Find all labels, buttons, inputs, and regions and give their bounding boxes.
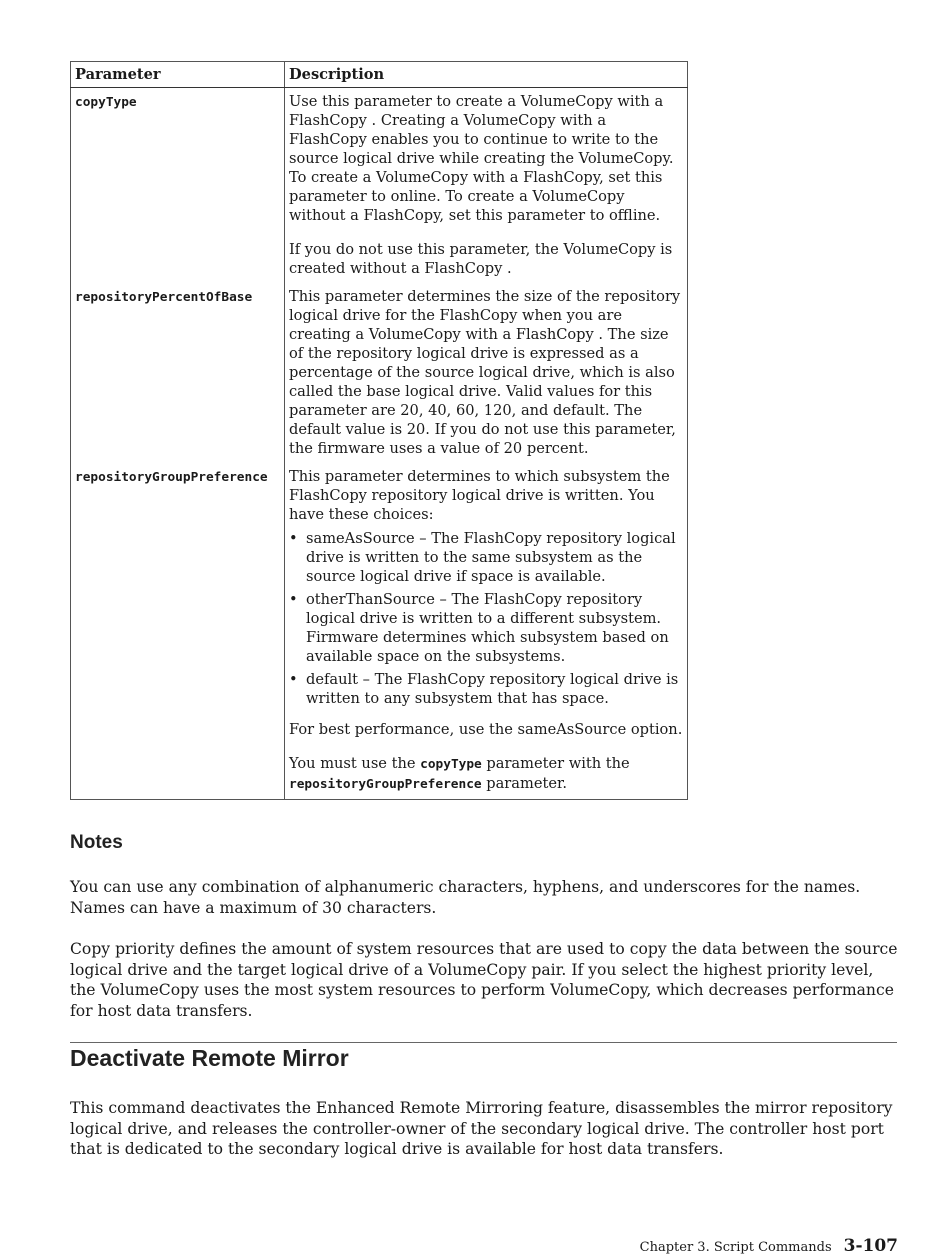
parameter-description xyxy=(285,463,688,800)
description-paragraph: This parameter determines to which subsystem the FlashCopy repository logical drive is written. You have these choices: xyxy=(289,468,670,523)
description-paragraph: Use this parameter to create a VolumeCopy with a FlashCopy . Creating a VolumeCopy with a FlashCopy enables you to continue to write to the source logical drive while creating the VolumeCopy. To create a VolumeCopy with a FlashCopy, set this parameter to online. To create a VolumeCopy without a FlashCopy, set this parameter to offline. xyxy=(289,93,674,224)
note-text: parameter. xyxy=(486,775,567,792)
parameter-column-header: Parameter xyxy=(71,62,285,88)
description-paragraph: This parameter determines the size of the repository logical drive for the FlashCopy when you are creating a VolumeCopy with a FlashCopy . The size of the repository logical drive is expressed as a percentage of the source logical drive, which is also called the base logical drive. Valid values for this parameter are 20, 40, 60, 120, and default. The default value is 20. If you do not use this parameter, the firmware uses a value of 20 percent. xyxy=(289,288,681,457)
parameter-description xyxy=(285,88,688,284)
list-item xyxy=(289,529,683,586)
list-item xyxy=(289,670,683,708)
note-text: You must use the xyxy=(289,755,416,772)
code-repository-group-preference: repositoryGroupPreference xyxy=(289,777,482,792)
section-paragraph: This command deactivates the Enhanced Remote Mirroring feature, disassembles the mirror repository logical drive, and releases the controller-owner of the secondary logical drive. The controller host port that is dedicated to the secondary logical drive is available for host data transfers. xyxy=(70,1099,893,1158)
parameter-name: copyType xyxy=(75,95,137,110)
parameter-name: repositoryGroupPreference xyxy=(75,470,268,485)
table-row xyxy=(71,283,688,463)
table-header-row xyxy=(71,62,688,88)
table-row xyxy=(71,463,688,800)
description-paragraph: If you do not use this parameter, the VolumeCopy is created without a FlashCopy . xyxy=(289,241,673,277)
parameter-description xyxy=(285,283,688,463)
bullet: • xyxy=(289,530,298,547)
code-copytype: copyType xyxy=(420,757,482,772)
table-row xyxy=(71,88,688,284)
notes-heading: Notes xyxy=(70,832,123,853)
bullet: • xyxy=(289,671,298,688)
must-use-note xyxy=(289,754,683,794)
section-divider xyxy=(70,1042,897,1043)
note-text: parameter with the xyxy=(486,755,630,772)
page-footer xyxy=(640,1236,898,1256)
chapter-title: Chapter 3. Script Commands xyxy=(639,1240,832,1255)
page-number: 3-107 xyxy=(843,1236,898,1256)
choice-text: otherThanSource – The FlashCopy repository logical drive is written to a different subsystem. Firmware determines which subsystem based on available space on the subsystems. xyxy=(306,591,669,665)
parameter-table xyxy=(70,61,688,800)
description-column-header: Description xyxy=(285,62,688,88)
list-item xyxy=(289,590,683,666)
notes-paragraph: Copy priority defines the amount of system resources that are used to copy the data between the source logical drive and the target logical drive of a VolumeCopy pair. If you select the highest priority level, the VolumeCopy uses the most system resources to perform VolumeCopy, which decreases performance for host data transfers. xyxy=(70,940,898,1020)
parameter-name: repositoryPercentOfBase xyxy=(75,290,253,305)
section-heading: Deactivate Remote Mirror xyxy=(70,1045,349,1071)
performance-note: For best performance, use the sameAsSource option. xyxy=(289,721,683,738)
choice-text: sameAsSource – The FlashCopy repository logical drive is written to the same subsystem as the source logical drive if space is available. xyxy=(306,530,676,585)
choice-text: default – The FlashCopy repository logical drive is written to any subsystem that has space. xyxy=(306,671,679,707)
choice-list xyxy=(289,529,683,708)
bullet: • xyxy=(289,591,298,608)
notes-paragraph: You can use any combination of alphanumeric characters, hyphens, and underscores for the names. Names can have a maximum of 30 characters. xyxy=(70,878,861,917)
